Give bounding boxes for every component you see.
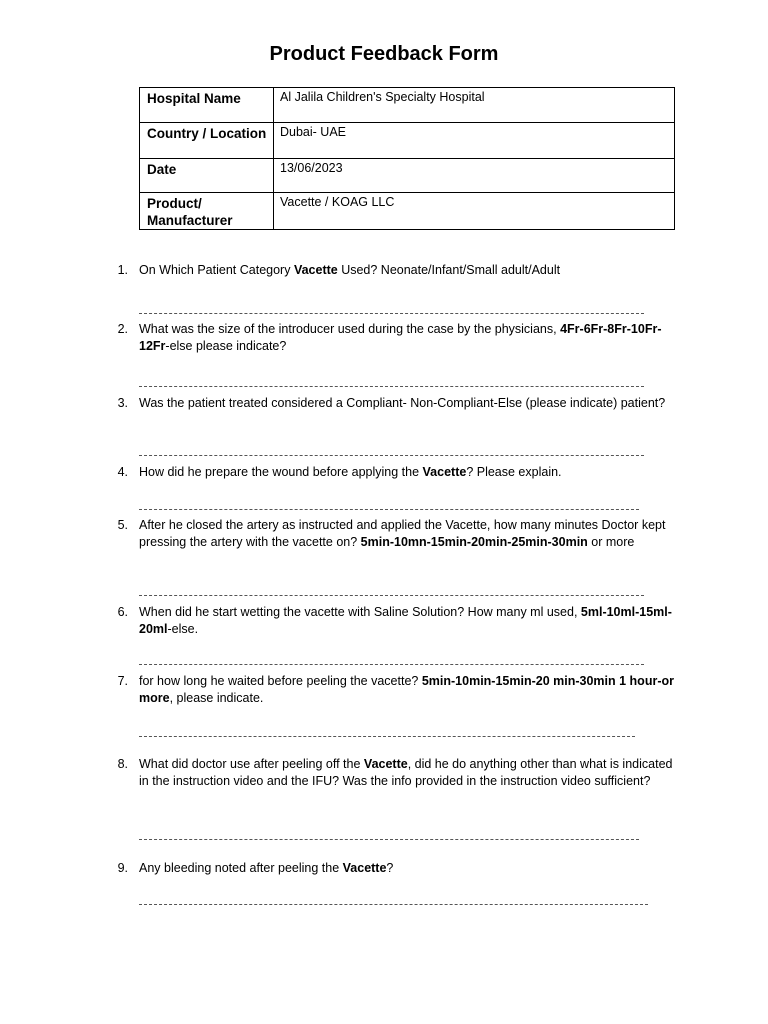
question-text-run: -else. [167,621,199,636]
question-number: 6. [117,605,128,619]
question-emphasis: 5min-10mn-15min-20min-25min-30min [360,534,588,549]
question-emphasis: Vacette [293,263,338,277]
page-title: Product Feedback Form [269,43,499,65]
question-text-run: Any bleeding noted after peeling the [139,861,343,875]
answer-line-2[interactable] [139,386,644,388]
question-emphasis: 5ml-10ml-15ml-20ml [139,605,672,636]
question-text-run: , please indicate. [169,690,264,705]
question-number: 7. [117,674,128,688]
question-emphasis: Vacette [342,861,387,875]
table-row [140,193,675,230]
question-emphasis: 4Fr-6Fr-8Fr-10Fr-12Fr [139,322,662,353]
question-text-run: What was the size of the introducer used during the case by the physicians, [139,322,561,336]
question-text [139,604,676,637]
question-text-run: What did doctor use after peeling off the [139,757,364,771]
answer-line-9[interactable] [139,904,648,906]
question-text [139,756,676,789]
question-text [139,321,676,354]
question-text-run: Was the patient treated considered a Compliant- Non-Compliant-Else (please indicate) patient? [139,396,666,410]
location-label: Country / Location [140,123,274,159]
answer-line-8[interactable] [139,839,639,841]
question-text [139,262,676,279]
location-value: Dubai- UAE [274,123,675,159]
question-text [139,395,676,412]
table-row [140,123,675,159]
question-text-run: , did he do anything other than what is indicated in the instruction video and the IFU? Was the info provided in the instruction video sufficient? [139,757,673,788]
question-text-run: After he closed the artery as instructed and applied the Vacette, how many minutes Doctor kept pressing the artery with the vacette on? [139,518,666,549]
question-number: 8. [117,757,128,771]
answer-line-1[interactable] [139,313,644,315]
question-emphasis: Vacette [363,757,408,771]
question-number: 3. [117,396,128,410]
info-table [139,87,675,230]
question-text-run: Used? Neonate/Infant/Small adult/Adult [337,263,561,277]
date-value: 13/06/2023 [274,159,675,193]
question-text-run: How did he prepare the wound before applying the [139,465,423,479]
question-text-run: ? [386,861,394,875]
question-number: 9. [117,861,128,875]
question-number: 5. [117,518,128,532]
question-text [139,860,676,877]
question-text-run: or more [587,534,635,549]
date-label: Date [140,159,274,193]
answer-line-7[interactable] [139,736,635,738]
question-text-run: for how long he waited before peeling the vacette? [139,674,422,688]
question-text-run: ? Please explain. [466,465,562,479]
question-emphasis: 5min-10min-15min-20 min-30min 1 hour-or more [139,674,674,705]
product-value: Vacette / KOAG LLC [274,193,675,230]
question-text-run: On Which Patient Category [139,263,294,277]
question-text-run: When did he start wetting the vacette with Saline Solution? How many ml used, [139,605,581,619]
answer-line-3[interactable] [139,455,644,457]
question-text [139,464,676,481]
question-number: 2. [117,322,128,336]
answer-line-6[interactable] [139,664,644,666]
question-text-run: -else please indicate? [165,338,287,353]
question-text [139,517,676,550]
question-text [139,673,676,706]
answer-line-5[interactable] [139,595,644,597]
answer-line-4[interactable] [139,509,639,511]
product-label: Product/ Manufacturer [140,193,274,230]
table-row [140,88,675,123]
question-number: 4. [117,465,128,479]
question-number: 1. [117,263,128,277]
table-row [140,159,675,193]
hospital-name-value: Al Jalila Children's Specialty Hospital [274,88,675,123]
hospital-name-label: Hospital Name [140,88,274,123]
question-emphasis: Vacette [422,465,467,479]
